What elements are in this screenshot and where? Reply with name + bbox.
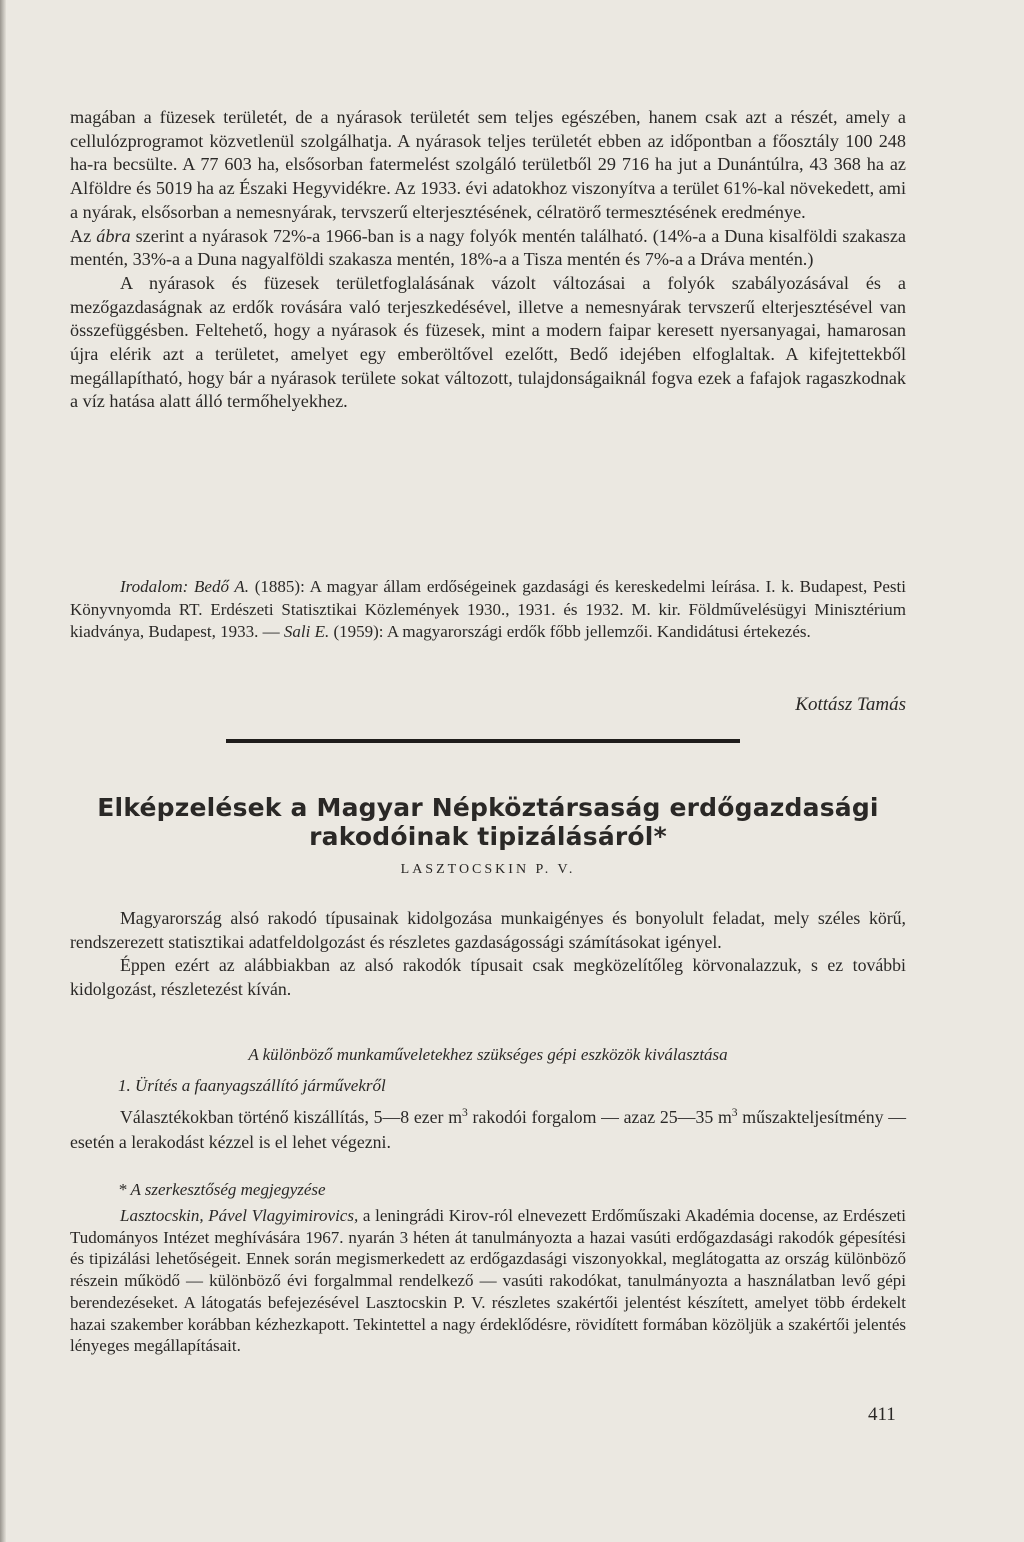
paragraph-1b-italic: ábra <box>96 225 131 246</box>
footnote-block <box>70 1205 906 1357</box>
author-signature: Kottász Tamás <box>795 694 906 715</box>
opening-text <box>70 106 906 414</box>
subsection-text-a: Választékokban történő kiszállítás, 5—8 ezer m <box>120 1107 463 1127</box>
article-title-line-2: rakodóinak tipizálásáról* <box>309 822 667 851</box>
footnote-paragraph <box>70 1205 906 1357</box>
subsection-heading: 1. Ürítés a faanyagszállító járművekről <box>118 1076 386 1095</box>
section-divider <box>226 739 740 743</box>
intro-paragraph-1: Magyarország alsó rakodó típusainak kidolgozása munkaigényes és bonyolult feladat, mely széles körű, rendszerezett statisztikai adatfeldolgozást és részletes gazdaságossági számításokat igényel. <box>70 908 906 952</box>
article-intro <box>70 907 906 1002</box>
page-number: 411 <box>868 1404 896 1425</box>
article-title <box>70 793 906 851</box>
page-edge-shadow <box>0 0 6 1542</box>
subsection-text-b: rakodói forgalom — azaz 25—35 m <box>467 1107 732 1127</box>
footnote-heading: * A szerkesztőség megjegyzése <box>118 1180 326 1199</box>
paragraph-2: A nyárasok és füzesek területfoglalásának vázolt változásai a folyók szabályozásával és a mezőgazdaságnak az erdők rovására való terjeszkedésével, illetve a nemesnyárak tervszerű elterjesztésével van összefüggésben. Feltehető, hogy a nyárasok és füzesek, mint a modern faipar keresett nyersanyagai, hamarosan újra elérik azt a területet, amelyet egy emberöltővel ezelőtt, Bedő idejében elfoglaltak. A kifejtettekből megállapítható, hogy bár a nyárasok területe sokat változott, tulajdonságaiknál fogva ezek a fafajok ragaszkodnak a víz hatása alatt álló termőhelyekhez. <box>70 272 906 412</box>
article-author: LASZTOCSKIN P. V. <box>400 862 576 877</box>
subsection-text <box>70 1105 906 1155</box>
superscript-3: 3 <box>462 1106 468 1120</box>
paragraph-1b <box>70 225 906 272</box>
footnote-name: Lasztocskin, Pável Vlagyimirovics, <box>120 1206 359 1225</box>
paragraph-1b-start: Az <box>70 225 97 246</box>
literature-author-1: Bedő A. <box>194 577 250 596</box>
footnote-text: a leningrádi Kirov-ról elnevezett Erdőműszaki Akadémia docense, az Erdészeti Tudományos Intézet meghívására 1967. nyarán 3 héten át tanulmányozta a hazai vasúti erdőgazdasági rakodók gépesítési és tipizálási lehetőségeit. Ennek során megismerkedett az erdőgazdasági viszonyokkal, meglátogatta az ország különböző részein működő — különböző évi forgalmmal rendelkező — vasúti rakodókat, tanulmányozta a használatban levő gépi berendezéseket. A látogatás befejezésével Lasztocskin P. V. részletes szakértői jelentést készített, amelyet több érdekelt hazai szakember korábban kézhezkapott. Tekintettel a nagy érdeklődésre, rövidített formában közöljük a szakértői jelentés lényeges megállapításait. <box>70 1206 906 1356</box>
subsection-text-c: műszakteljesítmény — esetén a lerakodást kézzel is el lehet végezni. <box>70 1107 906 1152</box>
article-title-line-1: Elképzelések a Magyar Népköztársaság erdőgazdasági <box>97 793 879 822</box>
subsection-paragraph <box>70 1105 906 1155</box>
literature-text-2: (1959): A magyarországi erdők főbb jellemzői. Kandidátusi értekezés. <box>329 622 811 642</box>
literature-text-1: (1885): A magyar állam erdőségeinek gazdasági és kereskedelmi leírása. I. k. Budapest, Pesti Könyvnyomda RT. Erdészeti Statisztikai Közlemények 1930., 1931. és 1932. M. kir. Földművelésügyi Minisztérium kiadványa, Budapest, 1933. — <box>70 577 906 642</box>
superscript-3b: 3 <box>731 1106 738 1120</box>
literature-paragraph <box>70 576 906 644</box>
literature-author-2: Sali E. <box>283 622 330 642</box>
intro-paragraph-2: Éppen ezért az alábbiakban az alsó rakodók típusait csak megközelítőleg körvonalazzuk, s ez további kidolgozást, részletezést kíván. <box>70 955 906 1000</box>
paragraph-1b-end: szerint a nyárasok 72%-a 1966-ban is a nagy folyók mentén található. (14%-a a Duna kisalföldi szakasza mentén, 33%-a a Duna nagyalföldi szakasza mentén, 18%-a a Tisza mentén és 7%-a a Dráva mentén.) <box>70 225 906 270</box>
section-heading: A különböző munkaműveletekhez szükséges gépi eszközök kiválasztása <box>248 1045 728 1064</box>
literature-label: Irodalom: <box>120 577 189 596</box>
paragraph-1: magában a füzesek területét, de a nyárasok területét sem teljes egészében, hanem csak azt a részét, amely a cellulózprogramot közvetlenül szolgálhatja. A nyárasok teljes területét ebben az időpontban a főosztály 100 248 ha-ra becsülte. A 77 603 ha, elsősorban fatermelést szolgáló területből 29 716 ha jut a Dunántúlra, 43 368 ha az Alföldre és 5019 ha az Északi Hegyvidékre. Az 1933. évi adatokhoz viszonyítva a terület 61%-kal növekedett, ami a nyárak, elsősorban a nemesnyárak, tervszerű elterjesztésének, célratörő termesztésének eredménye. <box>70 107 906 222</box>
literature-block <box>70 576 906 644</box>
